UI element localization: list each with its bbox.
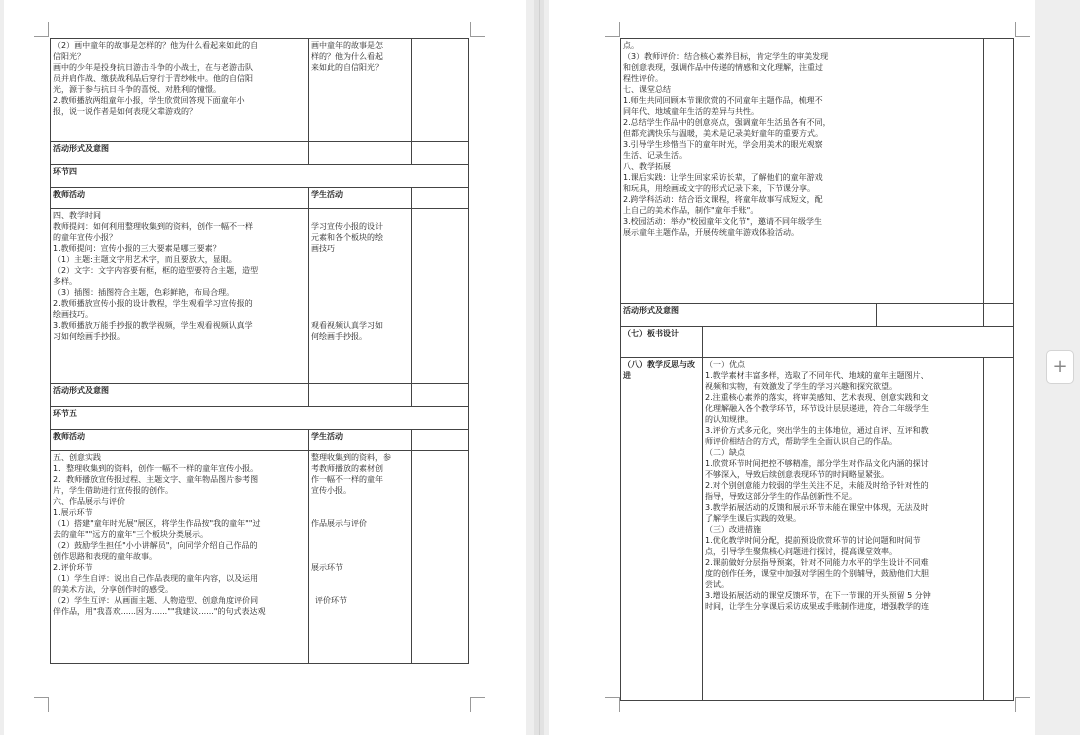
text-line: 程性评价。 (623, 74, 663, 83)
text-line: （3）插图：插图符合主题，色彩鲜艳，布局合理。 (53, 288, 235, 297)
text-line: 2．教师播放宣传报过程、主题文字、童年物品图片参考图 (53, 475, 259, 484)
empty-cell (412, 209, 469, 384)
text-line: 点。 (623, 41, 639, 50)
student-activity-cell (309, 451, 412, 664)
empty-cell (412, 451, 469, 664)
board-design-label: （七）板书设计 (621, 327, 703, 358)
empty-cell (877, 304, 984, 327)
table-row (621, 39, 1014, 304)
text-line: 和创意表现，强调作品中传递的情感和文化理解，注重过 (623, 63, 823, 72)
table-row (621, 304, 1014, 327)
text-line: 多样。 (53, 277, 77, 286)
teaching-reflection-label: （八）教学反思与改进 (621, 358, 703, 701)
lesson-table-left (50, 38, 469, 664)
text-line: 画中的少年是投身抗日游击斗争的小战士，在与老游击队 (53, 63, 253, 72)
teacher-activity-cell (51, 39, 309, 142)
activity-intent-label: 活动形式及意图 (51, 142, 309, 165)
text-line: 的童年宣传小报？ (53, 233, 117, 242)
crop-mark-top-left (34, 22, 49, 37)
crop-mark-bottom-left (34, 697, 49, 712)
table-row (621, 327, 1014, 358)
table-row (51, 142, 469, 165)
text-line: 创作思路和表现的童年故事。 (53, 552, 157, 561)
text-line: 信阳光？ (53, 52, 85, 61)
text-line: 学习宣传小报的设计 (311, 222, 383, 231)
document-page-left (4, 0, 526, 735)
text-line: （3）教师评价：结合核心素养目标，肯定学生的审美发现 (623, 52, 829, 61)
section-title: 环节五 (51, 407, 469, 430)
text-line: 3.增设拓展活动的课堂反馈环节，在下一节课的开头预留 5 分钟 (705, 591, 931, 600)
text-line: （2）文字：文字内容要有框，框的造型要符合主题，造型 (53, 266, 259, 275)
text-line: 生活、记录生活。 (623, 151, 687, 160)
text-line: 2.总结学生作品中的创意亮点，强调童年生活虽各有不同， (623, 118, 831, 127)
text-line: 报，说一说作者是如何表现父辈游戏的？ (53, 107, 197, 116)
teacher-activity-cell (51, 451, 309, 664)
table-row (51, 407, 469, 430)
text-line: 不够深入，导致后续创意表现环节的时间略显紧张。 (705, 470, 889, 479)
text-line: 1.优化教学时间分配，提前预设欣赏环节的讨论问题和时间节 (705, 536, 921, 545)
text-line: （2）鼓励学生担任"小小讲解员"，向同学介绍自己作品的 (53, 541, 258, 550)
text-line: 作一幅不一样的童年 (311, 475, 383, 484)
text-line: 1.课后实践：让学生回家采访长辈，了解他们的童年游戏 (623, 173, 823, 182)
text-line: （2）画中童年的故事是怎样的？他为什么看起来如此的自 (53, 41, 259, 50)
text-line: 1.展示环节 (53, 508, 93, 517)
plus-icon: + (1052, 356, 1068, 377)
text-line: 点，引导学生聚焦核心问题进行探讨，提高课堂效率。 (705, 547, 897, 556)
text-line: 观看视频认真学习如 (311, 321, 383, 330)
empty-cell (412, 188, 469, 209)
text-line: 1．整理收集到的资料，创作一幅不一样的童年宣传小报。 (53, 464, 259, 473)
gutter-divider (539, 0, 540, 735)
text-line: 上自己的美术作品，制作"童年手账"。 (623, 206, 759, 215)
document-page-right (549, 0, 1035, 735)
text-line: 绘画技巧。 (53, 310, 93, 319)
empty-cell (309, 142, 412, 165)
text-line: 化理解融入各个教学环节，环节设计层层递进，符合二年级学生 (705, 404, 929, 413)
text-line: 伴作品，用"我喜欢......因为......""我建议......"的句式表达观 (53, 607, 266, 616)
text-line: 习如何绘画手抄报。 (53, 332, 125, 341)
teacher-activity-cell (51, 209, 309, 384)
crop-mark-bottom-right (470, 697, 485, 712)
student-activity-header: 学生活动 (309, 430, 412, 451)
text-line: 1.教师提问：宣传小报的三大要素是哪三要素？ (53, 244, 221, 253)
text-line: 2.注重核心素养的落实，将审美感知、艺术表现、创意实践和文 (705, 393, 929, 402)
text-line: （一）优点 (705, 360, 745, 369)
teacher-activity-header: 教师活动 (51, 188, 309, 209)
text-line: 和玩具，用绘画或文字的形式记录下来，下节课分享。 (623, 184, 815, 193)
text-line: 2.对个别创意能力较弱的学生关注不足，未能及时给予针对性的 (705, 481, 929, 490)
text-line: 3.教学拓展活动的反馈和展示环节未能在课堂中体现，无法及时 (705, 503, 929, 512)
text-line: 2.跨学科活动：结合语文课程，将童年故事写成短文，配 (623, 195, 823, 204)
table-row (51, 165, 469, 188)
text-line: 画技巧 (311, 244, 335, 253)
empty-cell (412, 39, 469, 142)
text-line: 师评价相结合的方式，帮助学生全面认识自己的作品。 (705, 437, 897, 446)
table-row (621, 358, 1014, 701)
table-row (51, 384, 469, 407)
text-line: 2.教师播放两组童年小报，学生欣赏回答现下面童年小 (53, 96, 245, 105)
text-line: 3.引导学生珍惜当下的童年时光，学会用美术的眼光观察 (623, 140, 823, 149)
teaching-reflection-content (703, 358, 984, 701)
crop-mark-bottom-right (1015, 697, 1030, 712)
text-line: （1）主题:主题文字用艺术字，而且要放大，显眼。 (53, 255, 237, 264)
text-line: （1）搭建"童年时光展"展区，将学生作品按"我的童年""过 (53, 519, 261, 528)
text-line: 来如此的自信阳光？ (311, 63, 383, 72)
text-line: 1.欣赏环节时间把控不够精准，部分学生对作品文化内涵的探讨 (705, 459, 929, 468)
text-line: 1.师生共同回顾本节课欣赏的不同童年主题作品，梳理不 (623, 96, 823, 105)
student-activity-cell (309, 39, 412, 142)
text-line: 3.校园活动：举办"校园童年文化节"，邀请不同年级学生 (623, 217, 822, 226)
text-line: 2.评价环节 (53, 563, 93, 572)
empty-cell (984, 304, 1014, 327)
text-line: 片，学生借助进行宣传报的创作。 (53, 486, 173, 495)
text-line: 视频和实物，有效激发了学生的学习兴趣和探究欲望。 (705, 382, 897, 391)
activity-intent-label: 活动形式及意图 (51, 384, 309, 407)
text-line: 考教师播放的素材创 (311, 464, 383, 473)
empty-cell (309, 384, 412, 407)
text-line: 同年代、地域童年生活的差异与共性。 (623, 107, 759, 116)
text-line: 去的童年""远方的童年"三个板块分类展示。 (53, 530, 209, 539)
text-line: 评价环节 (315, 596, 347, 605)
text-line: 但都充满快乐与温暖，美术是记录美好童年的重要方式。 (623, 129, 823, 138)
text-line: （三）改进措施 (705, 525, 761, 534)
text-line: 时间，让学生分享课后采访成果或手账制作进度，增强教学的连 (705, 602, 929, 611)
text-line: （2）学生互评：从画面主题、人物造型、创意角度评价同 (53, 596, 259, 605)
crop-mark-bottom-left (605, 697, 620, 712)
student-activity-cell (309, 209, 412, 384)
text-line: 1.教学素材丰富多样，选取了不同年代、地域的童年主题图片、 (705, 371, 929, 380)
activity-intent-label: 活动形式及意图 (621, 304, 877, 327)
text-line: 元素和各个板块的绘 (311, 233, 383, 242)
text-line: 了解学生课后实践的效果。 (705, 514, 801, 523)
text-line: 尝试。 (705, 580, 729, 589)
text-line: 四、教学时间 (53, 211, 101, 220)
board-design-content (703, 327, 1014, 358)
student-activity-header: 学生活动 (309, 188, 412, 209)
lesson-table-right (620, 38, 1014, 701)
table-row (51, 430, 469, 451)
text-line: 3.评价方式多元化，突出学生的主体地位，通过自评、互评和教 (705, 426, 929, 435)
text-line: （二）缺点 (705, 448, 745, 457)
text-line: 光，源于参与抗日斗争的喜悦、对胜利的憧憬。 (53, 85, 221, 94)
crop-mark-top-left (605, 22, 620, 37)
text-line: 度的创作任务，课堂中加强对学困生的个别辅导，鼓励他们大胆 (705, 569, 929, 578)
text-line: 五、创意实践 (53, 453, 101, 462)
text-line: 的认知规律。 (705, 415, 753, 424)
text-line: 宣传小报。 (311, 486, 351, 495)
empty-cell (412, 384, 469, 407)
text-line: 的美术方法，分享创作时的感受。 (53, 585, 173, 594)
teacher-activity-cell (621, 39, 984, 304)
table-row (51, 209, 469, 384)
text-line: 作品展示与评价 (311, 519, 367, 528)
text-line: 整理收集到的资料，参 (311, 453, 391, 462)
text-line: 画中童年的故事是怎 (311, 41, 383, 50)
text-line: 2.教师播放宣传小报的设计教程，学生观看学习宣传报的 (53, 299, 253, 308)
text-line: 展示童年主题作品，开展传统童年游戏体验活动。 (623, 228, 799, 237)
empty-cell (984, 39, 1014, 304)
text-line: （1）学生自评：说出自己作品表现的童年内容，以及运用 (53, 574, 259, 583)
text-line: 2.课前做好分层指导预案，针对不同能力水平的学生设计不同难 (705, 558, 929, 567)
text-line: 员并肩作战、缴获战利品后穿行于青纱帐中。他的自信阳 (53, 74, 253, 83)
text-line: 样的？他为什么看起 (311, 52, 383, 61)
text-line: 展示环节 (311, 563, 343, 572)
add-page-button[interactable] (1046, 350, 1074, 384)
empty-cell (412, 430, 469, 451)
table-row (51, 188, 469, 209)
text-line: 3.教师播放万能手抄报的教学视频，学生观看视频认真学 (53, 321, 253, 330)
text-line: 七、课堂总结 (623, 85, 671, 94)
text-line: 八、教学拓展 (623, 162, 671, 171)
text-line: 教师提问：如何利用整理收集到的资料，创作一幅不一样 (53, 222, 253, 231)
section-title: 环节四 (51, 165, 469, 188)
teacher-activity-header: 教师活动 (51, 430, 309, 451)
text-line: 指导，导致这部分学生的作品创新性不足。 (705, 492, 857, 501)
table-row (51, 451, 469, 664)
empty-cell (984, 358, 1014, 701)
crop-mark-top-right (470, 22, 485, 37)
text-line: 六、作品展示与评价 (53, 497, 125, 506)
table-row (51, 39, 469, 142)
empty-cell (412, 142, 469, 165)
crop-mark-top-right (1015, 22, 1030, 37)
text-line: 何绘画手抄报。 (311, 332, 367, 341)
